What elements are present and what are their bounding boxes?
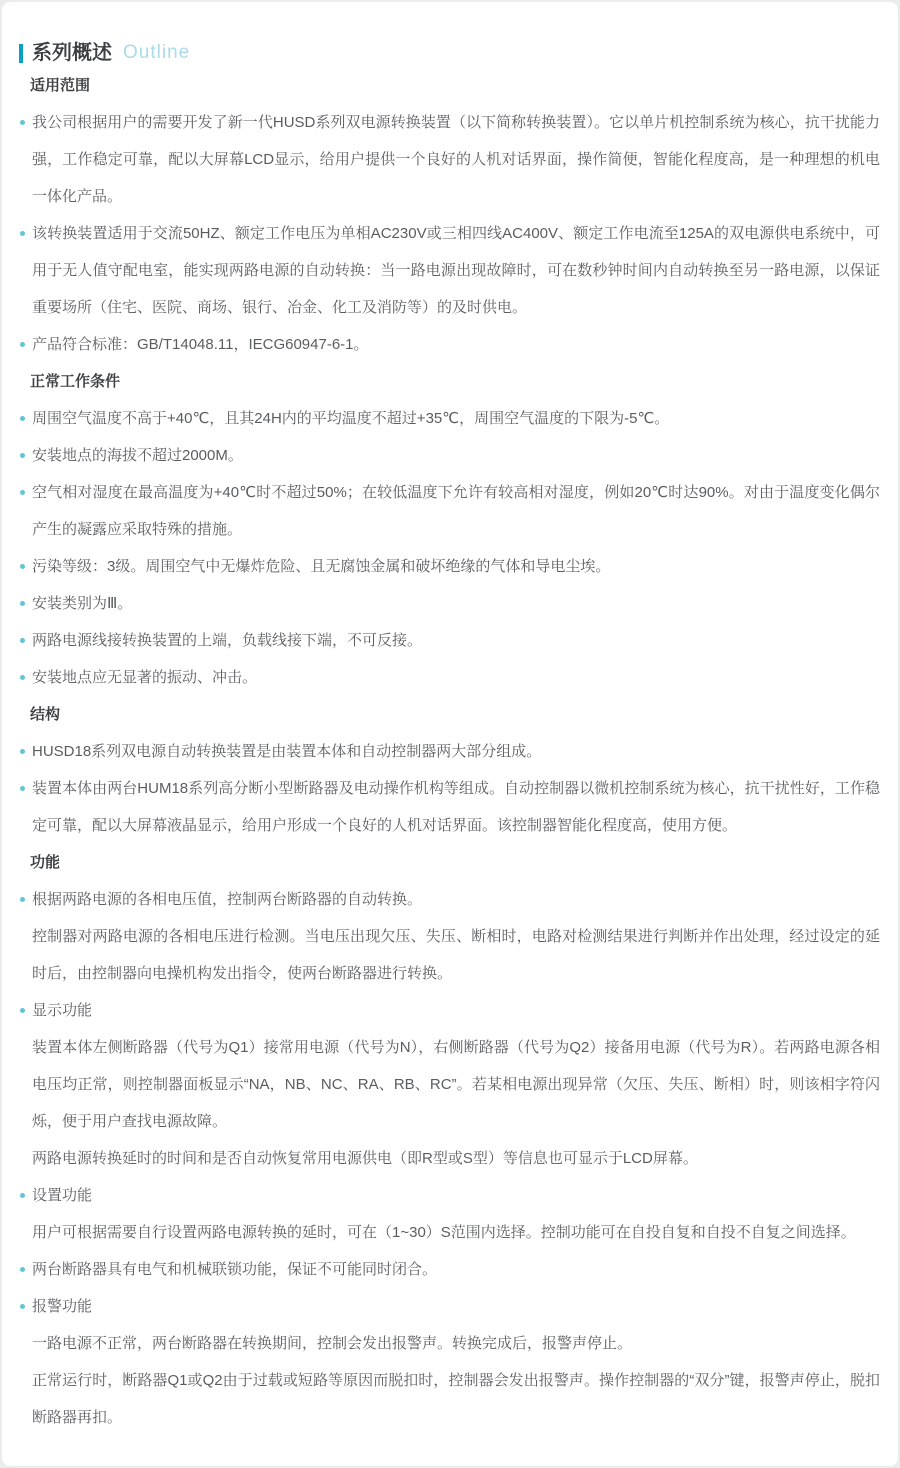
item-text: 安装类别为Ⅲ。 [32,595,133,612]
page-title-zh: 系列概述 [32,42,112,64]
item-text: 显示功能 [32,1002,93,1019]
item-text: 根据两路电源的各相电压值，控制两台断路器的自动转换。 [32,891,423,908]
list-item [32,1288,880,1436]
title-accent-bar-icon [19,44,23,63]
item-paragraph: 用户可根据需要自行设置两路电源转换的延时，可在（1~30）S范围内选择。控制功能可在自投自复和自投不自复之间选择。 [32,1224,856,1241]
item-text: 设置功能 [32,1187,93,1204]
bullet-dot-icon [20,490,25,495]
item-text: 产品符合标准：GB/T14048.11，IECG60947-6-1。 [32,336,369,353]
list-item [32,992,880,1177]
item-paragraph: 两路电源转换延时的时间和是否自动恢复常用电源供电（即R型或S型）等信息也可显示于LCD屏幕。 [32,1150,698,1167]
item-text: 安装地点应无显著的振动、冲击。 [32,669,258,686]
list-item [32,326,880,363]
document-page [2,2,898,1466]
item-text: 该转换装置适用于交流50HZ、额定工作电压为单相AC230V或三相四线AC400V、额定工作电流至125A的双电源供电系统中，可用于无人值守配电室，能实现两路电源的自动转换：当一路电源出现故障时，可在数秒钟时间内自动转换至另一路电源，以保证重要场所（住宅、医院、商场、银行、冶金、化工及消防等）的及时供电。 [32,225,880,316]
item-text: HUSD18系列双电源自动转换装置是由装置本体和自动控制器两大部分组成。 [32,743,542,760]
item-paragraph: 控制器对两路电源的各相电压进行检测。当电压出现欠压、失压、断相时，电路对检测结果进行判断并作出处理，经过设定的延时后，由控制器向电操机构发出指令，使两台断路器进行转换。 [32,928,880,982]
bullet-dot-icon [20,231,25,236]
item-text: 两台断路器具有电气和机械联锁功能，保证不可能同时闭合。 [32,1261,438,1278]
list-item [32,474,880,548]
item-text: 周围空气温度不高于+40℃，且其24H内的平均温度不超过+35℃，周围空气温度的下限为-5℃。 [32,410,670,427]
list-item [32,1177,880,1251]
bullet-list-3 [32,881,880,1436]
item-text: 安装地点的海拔不超过2000M。 [32,447,243,464]
bullet-list-0 [32,104,880,363]
bullet-dot-icon [20,564,25,569]
list-item [32,1251,880,1288]
item-text: 我公司根据用户的需要开发了新一代HUSD系列双电源转换装置（以下简称转换装置）。它以单片机控制系统为核心，抗干扰能力强，工作稳定可靠，配以大屏幕LCD显示，给用户提供一个良好的人机对话界面，操作简便，智能化程度高，是一种理想的机电一体化产品。 [32,114,880,205]
bullet-dot-icon [20,1193,25,1198]
bullet-dot-icon [20,416,25,421]
item-text: 两路电源线接转换装置的上端，负载线接下端，不可反接。 [32,632,423,649]
list-item [32,104,880,215]
list-item [32,215,880,326]
list-item [32,585,880,622]
list-item [32,881,880,992]
item-text: 报警功能 [32,1298,93,1315]
section-heading-1: 正常工作条件 [30,373,121,390]
list-item [32,437,880,474]
bullet-dot-icon [20,1008,25,1013]
list-item [32,733,880,770]
bullet-dot-icon [20,1267,25,1272]
bullet-list-1 [32,400,880,696]
page-title [2,2,898,64]
section-heading-0: 适用范围 [30,77,91,94]
item-text: 装置本体由两台HUM18系列高分断小型断路器及电动操作机构等组成。自动控制器以微机控制系统为核心，抗干扰性好，工作稳定可靠，配以大屏幕液晶显示，给用户形成一个良好的人机对话界面。该控制器智能化程度高，使用方便。 [32,780,880,834]
item-paragraph: 正常运行时，断路器Q1或Q2由于过载或短路等原因而脱扣时，控制器会发出报警声。操作控制器的“双分”键，报警声停止，脱扣断路器再扣。 [32,1372,880,1426]
list-item [32,548,880,585]
item-paragraph: 装置本体左侧断路器（代号为Q1）接常用电源（代号为N），右侧断路器（代号为Q2）接备用电源（代号为R）。若两路电源各相电压均正常，则控制器面板显示“NA，NB、NC、RA、RB、RC”。若某相电源出现异常（欠压、失压、断相）时，则该相字符闪烁，便于用户查找电源故障。 [32,1039,880,1130]
list-item [32,770,880,844]
item-text: 污染等级：3级。周围空气中无爆炸危险、且无腐蚀金属和破坏绝缘的气体和导电尘埃。 [32,558,611,575]
bullet-dot-icon [20,897,25,902]
bullet-dot-icon [20,601,25,606]
list-item [32,659,880,696]
bullet-dot-icon [20,786,25,791]
bullet-dot-icon [20,1304,25,1309]
page-title-en: Outline [123,42,191,63]
bullet-dot-icon [20,120,25,125]
item-text: 空气相对湿度在最高温度为+40℃时不超过50%；在较低温度下允许有较高相对湿度，例如20℃时达90%。对由于温度变化偶尔产生的凝露应采取特殊的措施。 [32,484,880,538]
bullet-dot-icon [20,453,25,458]
item-paragraph: 一路电源不正常，两台断路器在转换期间，控制会发出报警声。转换完成后，报警声停止。 [32,1335,633,1352]
bullet-dot-icon [20,749,25,754]
section-heading-3: 功能 [30,854,61,871]
list-item [32,400,880,437]
bullet-list-2 [32,733,880,844]
bullet-dot-icon [20,638,25,643]
list-item [32,622,880,659]
section-heading-2: 结构 [30,706,61,723]
bullet-dot-icon [20,675,25,680]
sections-container [2,64,898,1466]
bullet-dot-icon [20,342,25,347]
